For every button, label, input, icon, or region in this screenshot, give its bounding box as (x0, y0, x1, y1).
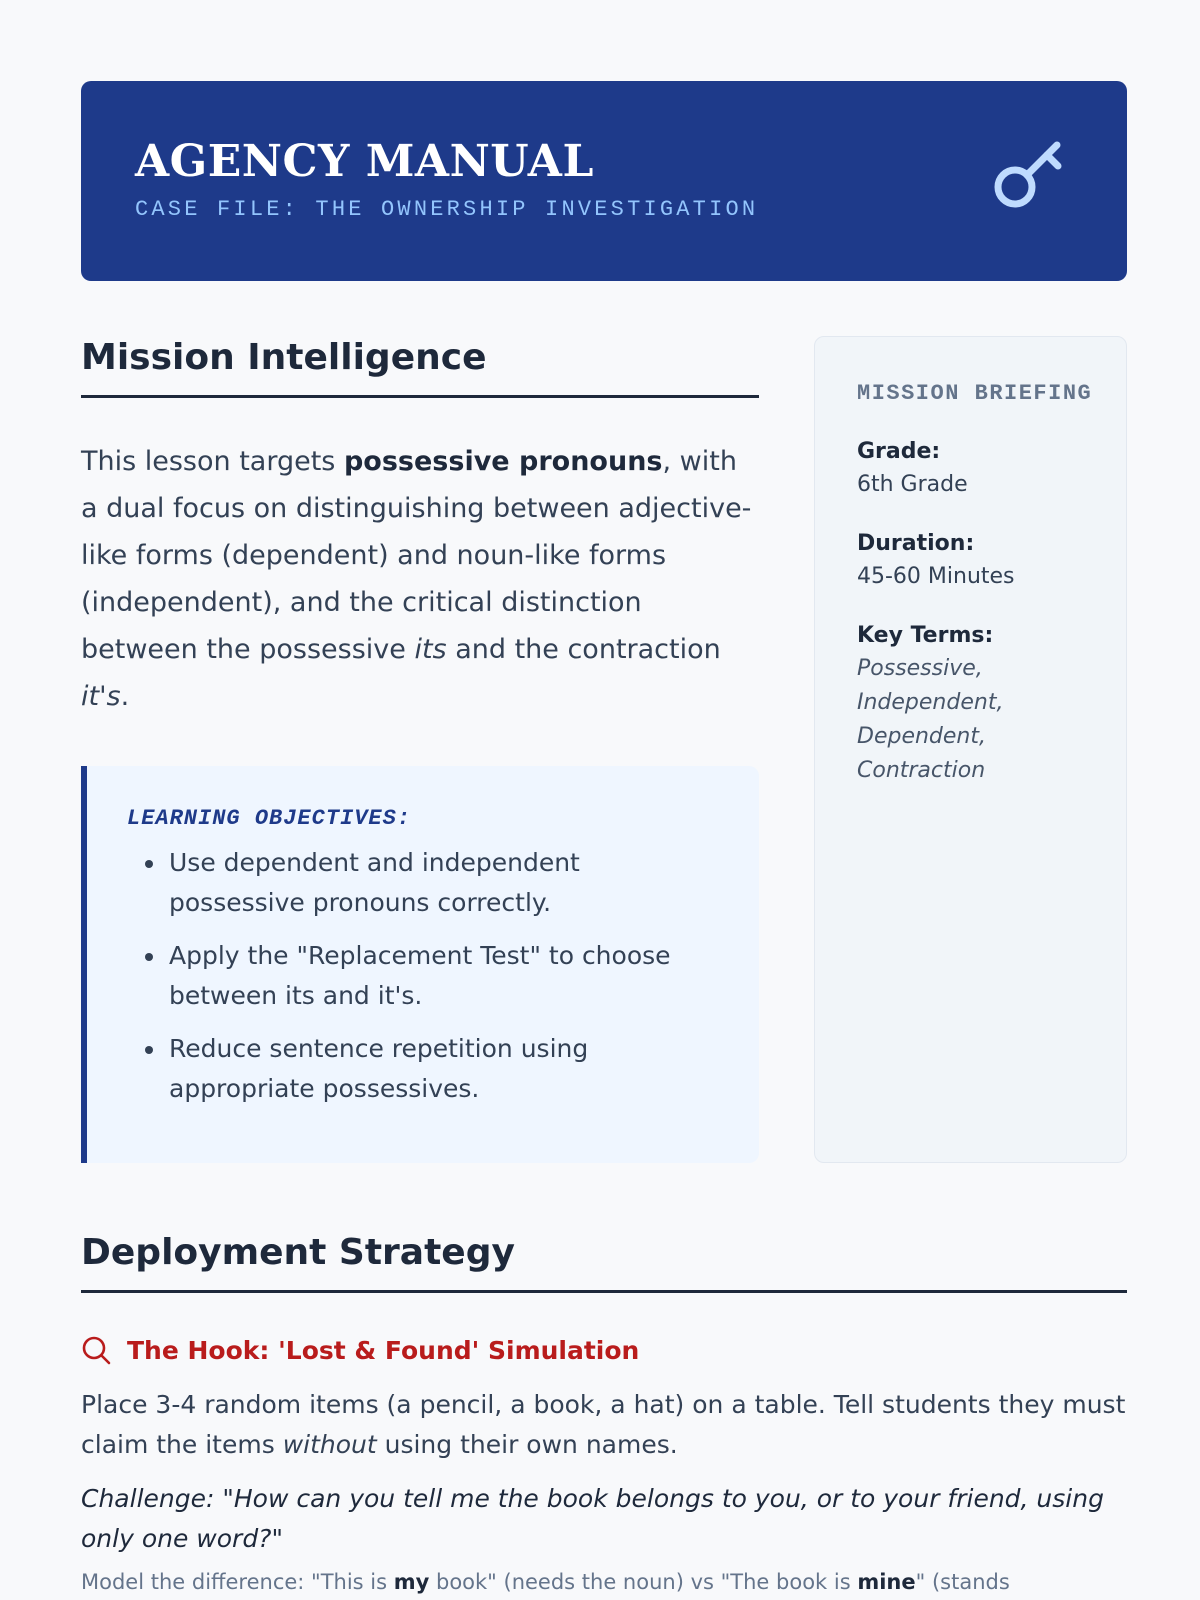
page-subtitle: CASE FILE: THE OWNERSHIP INVESTIGATION (135, 197, 759, 222)
duration-label: Duration: (857, 531, 975, 556)
section-divider (81, 1290, 1127, 1293)
search-icon (81, 1335, 111, 1365)
deployment-strategy-section (81, 1231, 1127, 1597)
mission-briefing-panel (814, 336, 1127, 1163)
intro-emphasis: possessive pronouns (343, 446, 663, 478)
header-banner (81, 81, 1127, 281)
grade-label: Grade: (857, 439, 941, 464)
hook-challenge: Challenge: "How can you tell me the book belongs to you, or to your friend, using only one word?" (81, 1484, 1104, 1554)
hook-title: The Hook: 'Lost & Found' Simulation (127, 1335, 640, 1365)
grade-value: 6th Grade (857, 472, 968, 497)
key-terms-list (857, 652, 1106, 788)
duration-value: 45-60 Minutes (857, 564, 1015, 589)
key-terms-label: Key Terms: (857, 623, 994, 648)
list-item: • Use dependent and independent possessive pronouns correctly. (167, 843, 719, 923)
intro-paragraph: This lesson targets possessive pronouns, with a dual focus on distinguishing between adjective-like forms (dependent) and noun-like forms (independent), and the critical distinction between the possessive its and the contraction it's. (81, 446, 752, 713)
briefing-title: MISSION BRIEFING (857, 381, 1093, 406)
hook-heading (81, 1335, 1127, 1365)
page-title: AGENCY MANUAL (135, 136, 594, 187)
key-term: Independent, (857, 690, 1004, 715)
key-term: Contraction (857, 758, 986, 783)
key-icon (991, 139, 1071, 219)
section-divider (81, 395, 759, 398)
key-term: Possessive, (857, 656, 983, 681)
learning-objectives-box (81, 766, 759, 1163)
objectives-title: LEARNING OBJECTIVES: (127, 806, 412, 832)
section-heading-intelligence: Mission Intelligence (81, 337, 487, 378)
hook-model: Model the difference: "This is my book" (needs the noun) vs "The book is mine" (stands (81, 1570, 1010, 1595)
list-item: • Reduce sentence repetition using appropriate possessives. (167, 1029, 719, 1109)
section-heading-deployment: Deployment Strategy (81, 1232, 515, 1273)
hook-instructions: Place 3-4 random items (a pencil, a book, a hat) on a table. Tell students they must claim the items without using their own names. (81, 1390, 1126, 1460)
list-item: • Apply the "Replacement Test" to choose between its and it's. (167, 936, 719, 1016)
objectives-list (127, 843, 719, 1109)
mission-intelligence-section (81, 336, 759, 1163)
key-term: Dependent, (857, 724, 986, 749)
